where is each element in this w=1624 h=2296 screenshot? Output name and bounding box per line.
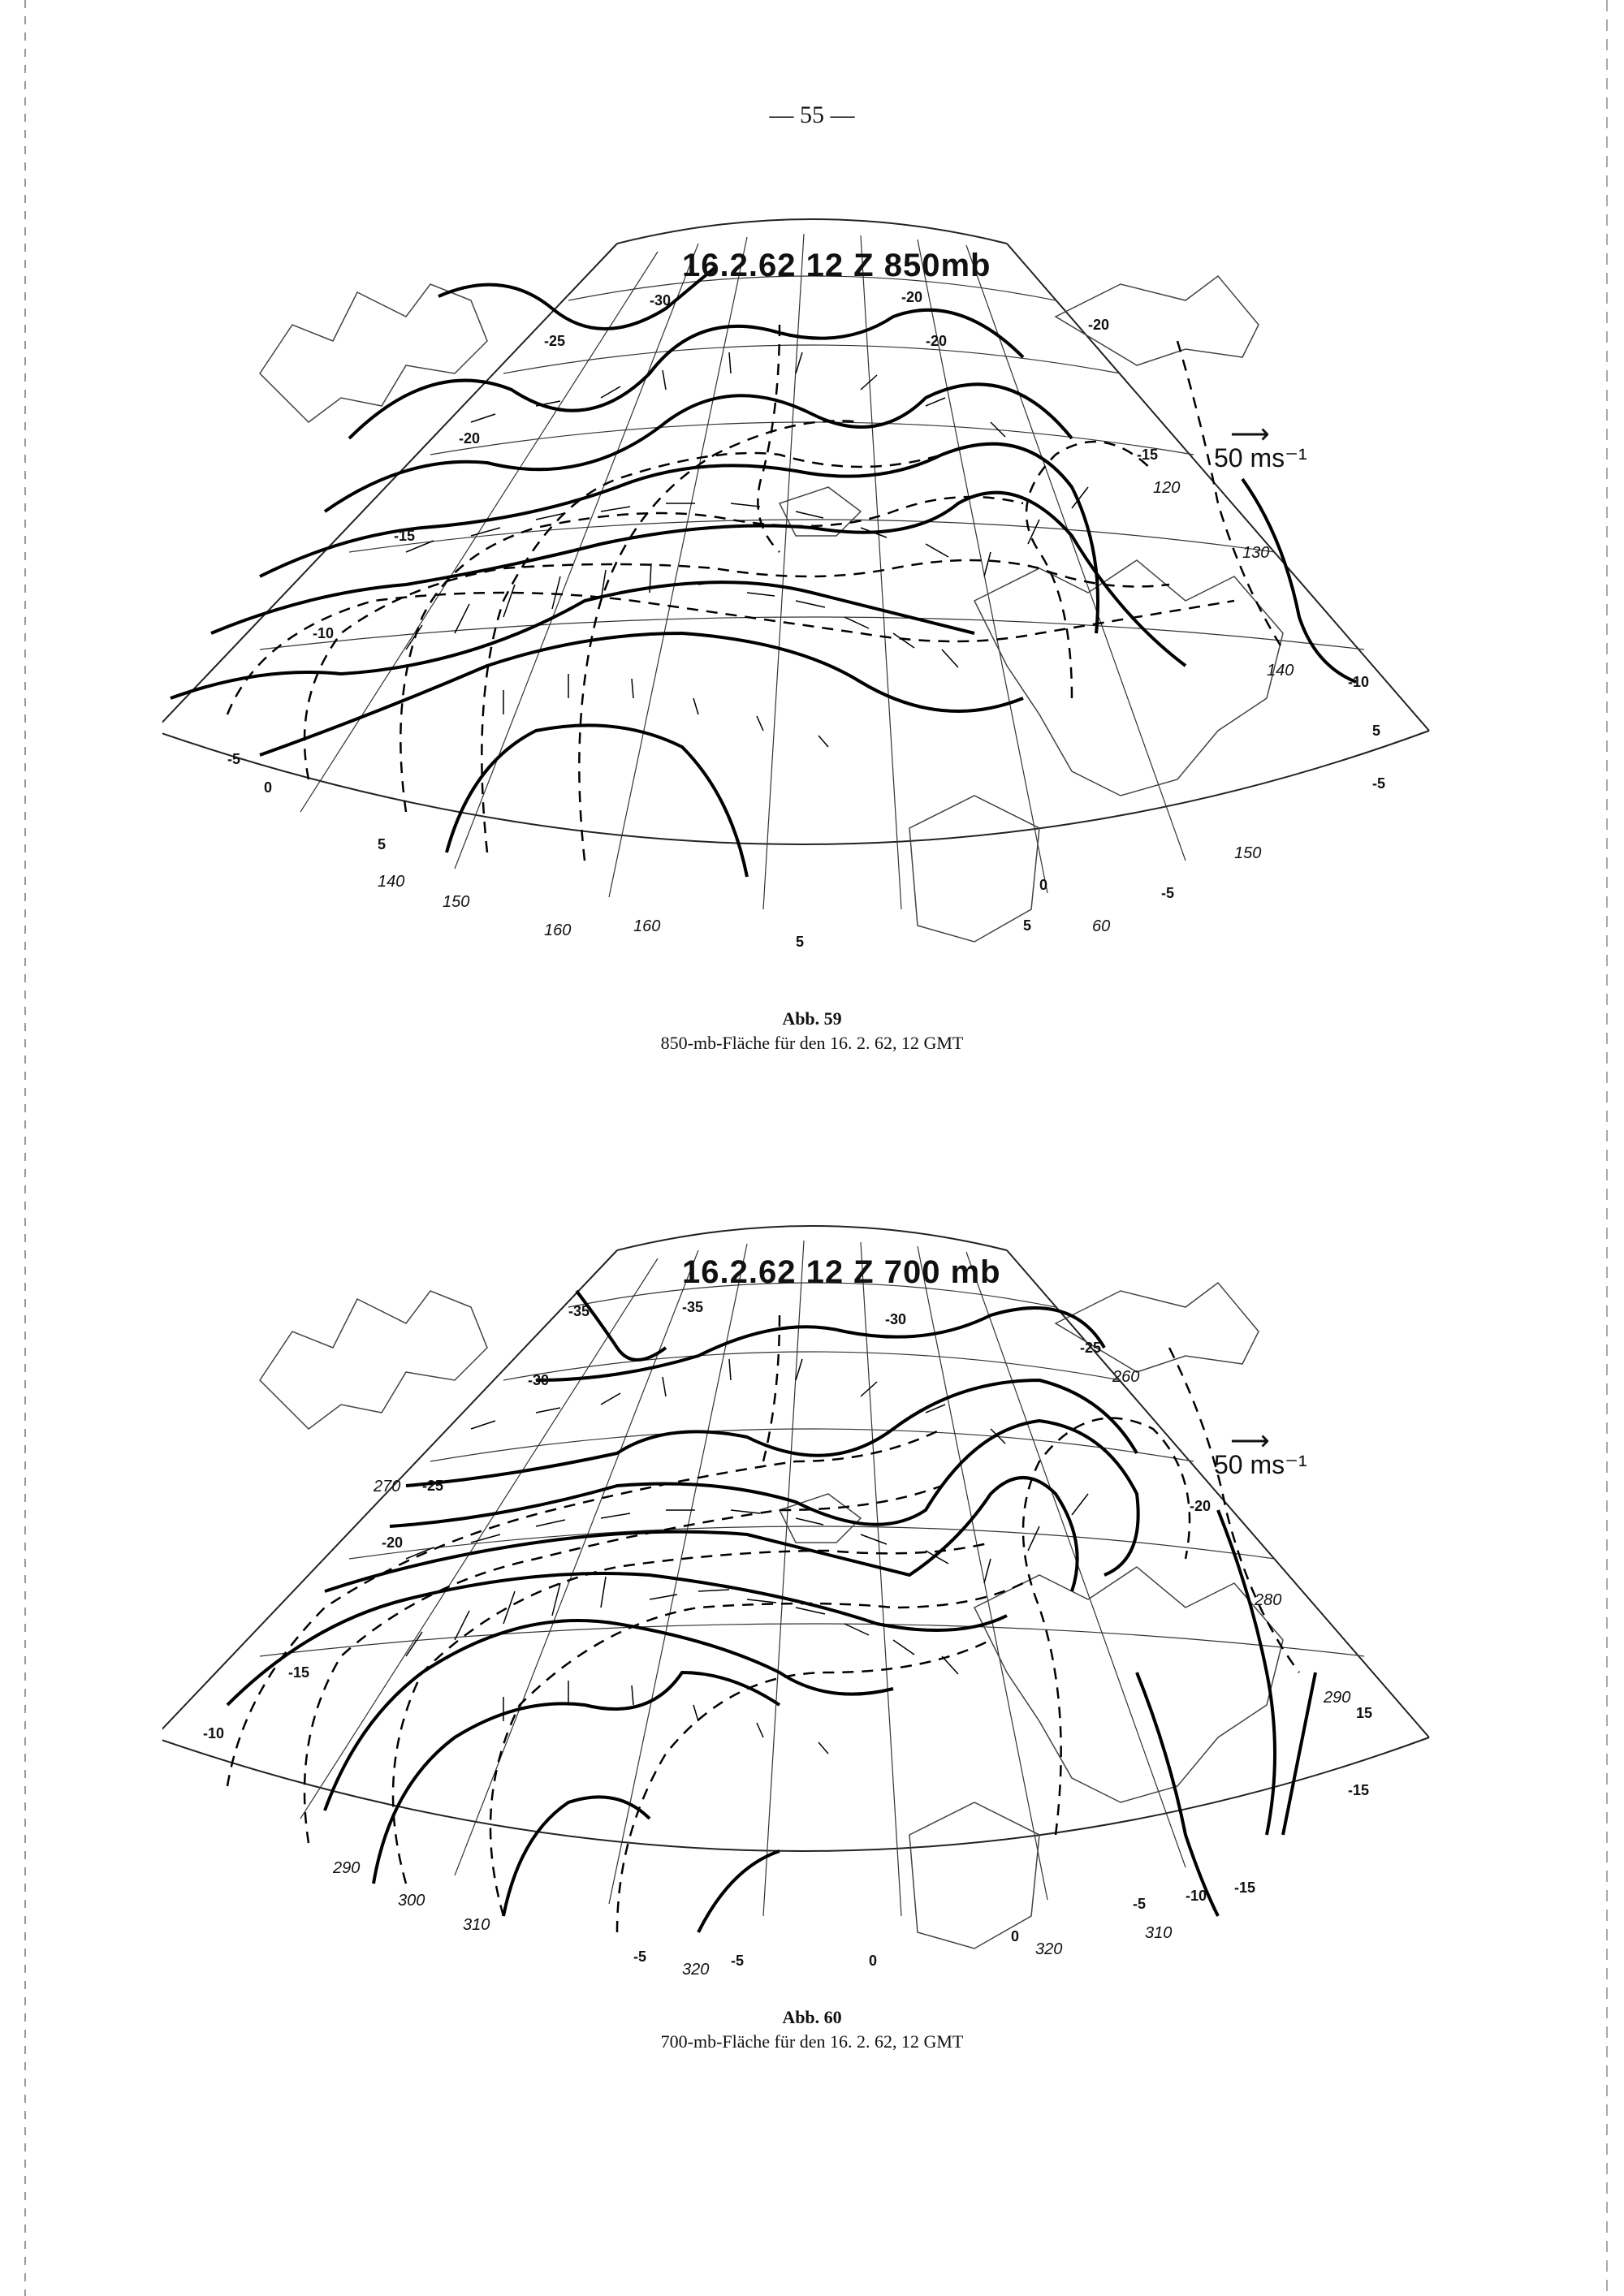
isotherm-line (447, 725, 747, 877)
map-700mb (162, 1218, 1462, 2030)
isotherm-label: -5 (731, 1953, 745, 1969)
isotherm-label: -20 (926, 333, 948, 349)
wind-scale (1214, 1426, 1307, 1480)
isotherm-label: -20 (1088, 317, 1110, 333)
isotherm-line (171, 582, 974, 698)
isotherm-label: -20 (382, 1534, 404, 1551)
height-label: 300 (398, 1892, 425, 1910)
isotherm-label: -35 (568, 1303, 590, 1319)
height-contour (1177, 341, 1283, 650)
figure-700mb (162, 1218, 1462, 2052)
isotherm-label: -10 (203, 1725, 225, 1741)
caption-number: Abb. 59 (782, 1008, 842, 1029)
isotherm-label: -5 (1161, 885, 1175, 901)
height-contour (482, 453, 942, 852)
height-label: 310 (1145, 1924, 1173, 1942)
isotherm-label: 5 (1372, 723, 1381, 739)
isotherm-label: 5 (1023, 917, 1032, 934)
left-boundary (162, 244, 617, 731)
isotherm-label: -15 (394, 528, 416, 544)
page-scan-edge-right (1606, 0, 1608, 2296)
caption-text: 850-mb-Fläche für den 16. 2. 62, 12 GMT (660, 1033, 964, 1053)
isotherm-label: 15 (1356, 1705, 1373, 1721)
isotherm-line (260, 444, 1098, 633)
coastline-north (1056, 276, 1259, 365)
height-label: 320 (682, 1961, 710, 1979)
page-scan-edge-left (24, 0, 26, 2296)
isotherm-label: -30 (650, 292, 672, 309)
isotherm-label: -25 (422, 1478, 444, 1494)
coastline-africa (909, 796, 1039, 942)
isotherm-label: -35 (682, 1299, 704, 1315)
height-label: 320 (1035, 1940, 1063, 1958)
height-contour (227, 593, 1234, 714)
figure-caption (162, 2005, 1462, 2054)
height-label: 150 (443, 893, 470, 911)
page-number: — 55 — (769, 101, 855, 128)
wind-scale (1214, 419, 1307, 473)
isotherm-label: -20 (459, 430, 481, 447)
height-contour (304, 560, 1169, 779)
isotherm-label: 0 (1011, 1928, 1020, 1944)
scale-label: 50 ms⁻¹ (1214, 443, 1307, 473)
height-label: 260 (1112, 1368, 1140, 1386)
figure-850mb (162, 211, 1462, 1053)
isotherm-line (211, 493, 1186, 666)
caption-text: 700-mb-Fläche für den 16. 2. 62, 12 GMT (660, 2031, 964, 2052)
isotherm-label: -30 (885, 1311, 907, 1327)
outer-arc-top (617, 219, 1007, 244)
isotherm-label: -10 (1186, 1888, 1207, 1904)
isotherm-label: 0 (869, 1953, 878, 1969)
isotherm-label: 0 (264, 779, 273, 796)
isotherm-label: -20 (1190, 1498, 1212, 1514)
height-label: 290 (1324, 1689, 1351, 1707)
height-label: 60 (1092, 917, 1111, 935)
height-contour (1026, 442, 1153, 698)
isotherm-label: -5 (227, 751, 241, 767)
scale-arrow-icon: ⟶ (1230, 419, 1270, 450)
isotherm-label: 0 (1039, 877, 1048, 893)
isotherm-line (260, 633, 1023, 755)
height-label: 150 (1234, 844, 1262, 862)
height-contour (758, 325, 780, 552)
caption-number: Abb. 60 (782, 2007, 842, 2027)
map-850mb (162, 211, 1462, 1023)
height-label: 140 (1267, 662, 1294, 680)
isotherm-label: -15 (1348, 1782, 1370, 1798)
isotherm-label: -10 (1348, 674, 1370, 690)
height-label: 140 (378, 873, 405, 891)
height-label: 120 (1153, 479, 1181, 497)
coastline-greenland (260, 284, 487, 422)
outer-arc-bottom (162, 731, 1429, 844)
height-label: 160 (633, 917, 661, 935)
isotherm-label: -5 (1133, 1896, 1147, 1912)
height-label: 130 (1242, 544, 1270, 562)
height-label: 160 (544, 921, 572, 939)
scale-arrow-icon: ⟶ (1230, 1426, 1270, 1457)
isotherm-label: -15 (1137, 447, 1159, 463)
isotherm-label: 5 (796, 934, 805, 950)
height-contour (400, 497, 1023, 812)
isotherm-label: -15 (1234, 1880, 1256, 1896)
isotherm-label: -20 (901, 289, 923, 305)
figure-caption (162, 1007, 1462, 1055)
height-label: 280 (1255, 1591, 1282, 1609)
isotherm-label: -15 (288, 1664, 310, 1681)
isotherm-label: 5 (378, 836, 387, 852)
height-label: 310 (463, 1916, 490, 1934)
isotherm-label: -25 (544, 333, 566, 349)
isotherm-label: -5 (633, 1949, 647, 1965)
height-label: 290 (333, 1859, 361, 1877)
scale-label: 50 ms⁻¹ (1214, 1450, 1307, 1479)
isotherm-label: -25 (1080, 1340, 1102, 1356)
isotherm-label: -30 (528, 1372, 550, 1388)
height-label: 270 (374, 1478, 401, 1495)
map-title: 16.2.62 12 Z 850mb (682, 248, 991, 283)
isotherm-label: -10 (313, 625, 335, 641)
map-title: 16.2.62 12 Z 700 mb (682, 1254, 1001, 1290)
isotherm-label: -5 (1372, 775, 1386, 792)
